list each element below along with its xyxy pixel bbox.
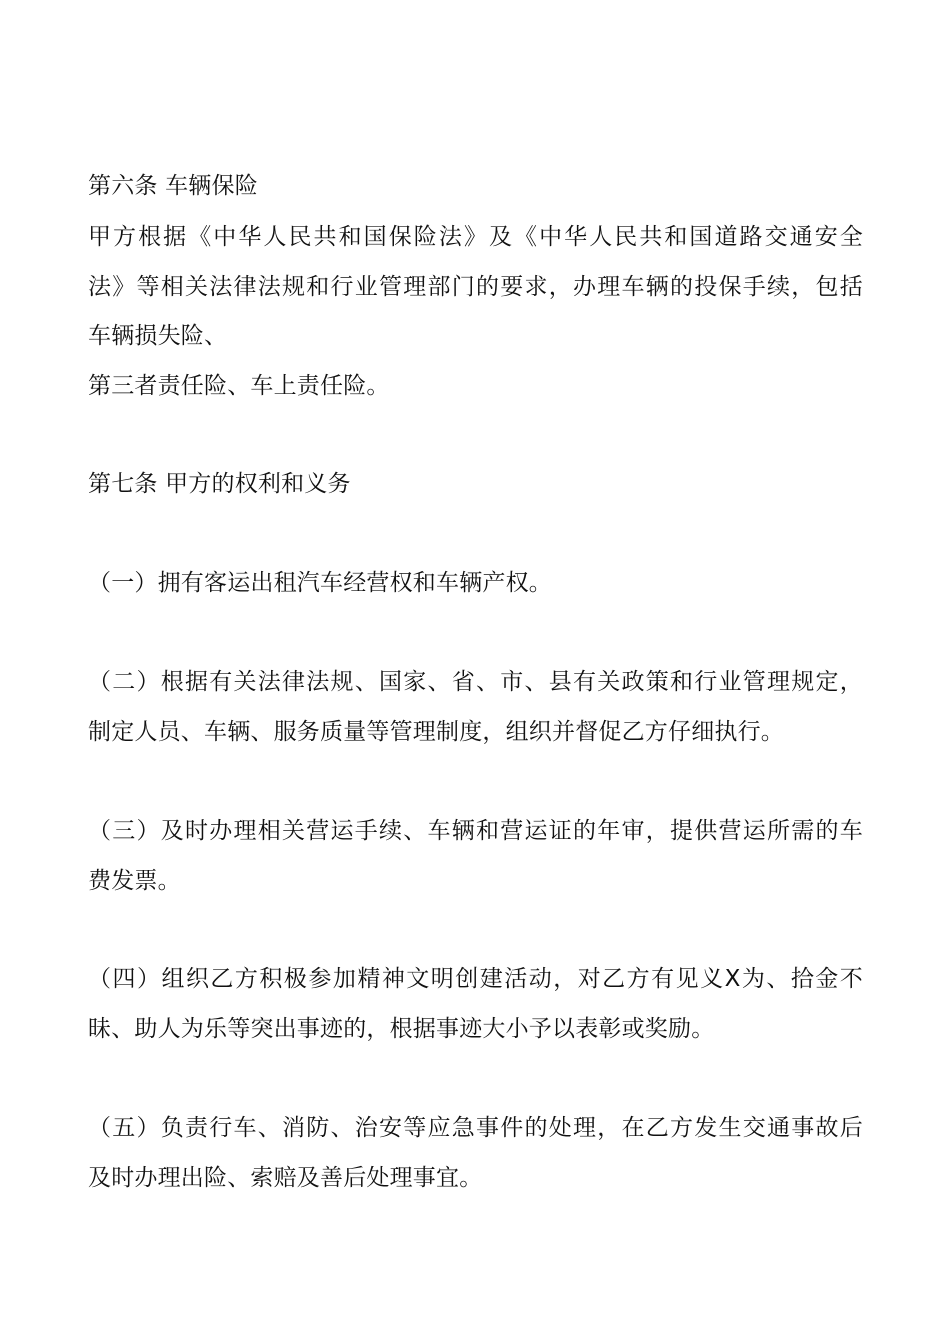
article-6-line-2: 法》等相关法律法规和行业管理部门的要求，办理车辆的投保手续，包括 xyxy=(88,274,863,300)
article-6-line-3: 车辆损失险、 xyxy=(88,323,228,349)
article-7-item-3-line-2: 费发票。 xyxy=(88,868,181,894)
article-6-line-4: 第三者责任险、车上责任险。 xyxy=(88,373,390,399)
article-7-item-1-line-1: （一）拥有客运出租汽车经营权和车辆产权。 xyxy=(88,570,552,596)
article-7-item-3-line-1: （三）及时办理相关营运手续、车辆和营运证的年审，提供营运所需的车 xyxy=(88,818,863,844)
article-7-item-2-line-1: （二）根据有关法律法规、国家、省、市、县有关政策和行业管理规定， xyxy=(88,669,863,695)
article-7-item-2-line-2: 制定人员、车辆、服务质量等管理制度，组织并督促乙方仔细执行。 xyxy=(88,719,784,745)
article-7-item-4-line-2: 昧、助人为乐等突出事迹的，根据事迹大小予以表彰或奖励。 xyxy=(88,1016,715,1042)
article-6-heading: 第六条 车辆保险 xyxy=(88,173,258,199)
article-7-item-4-line-1: （四）组织乙方积极参加精神文明创建活动，对乙方有见义X为、拾金不 xyxy=(88,966,863,992)
article-7-item-5-line-1: （五）负责行车、消防、治安等应急事件的处理，在乙方发生交通事故后 xyxy=(88,1115,863,1141)
article-7-heading: 第七条 甲方的权利和义务 xyxy=(88,471,351,497)
article-6-line-1: 甲方根据《中华人民共和国保险法》及《中华人民共和国道路交通安全 xyxy=(88,224,863,250)
article-7-item-5-line-2: 及时办理出险、索赔及善后处理事宜。 xyxy=(88,1165,483,1191)
